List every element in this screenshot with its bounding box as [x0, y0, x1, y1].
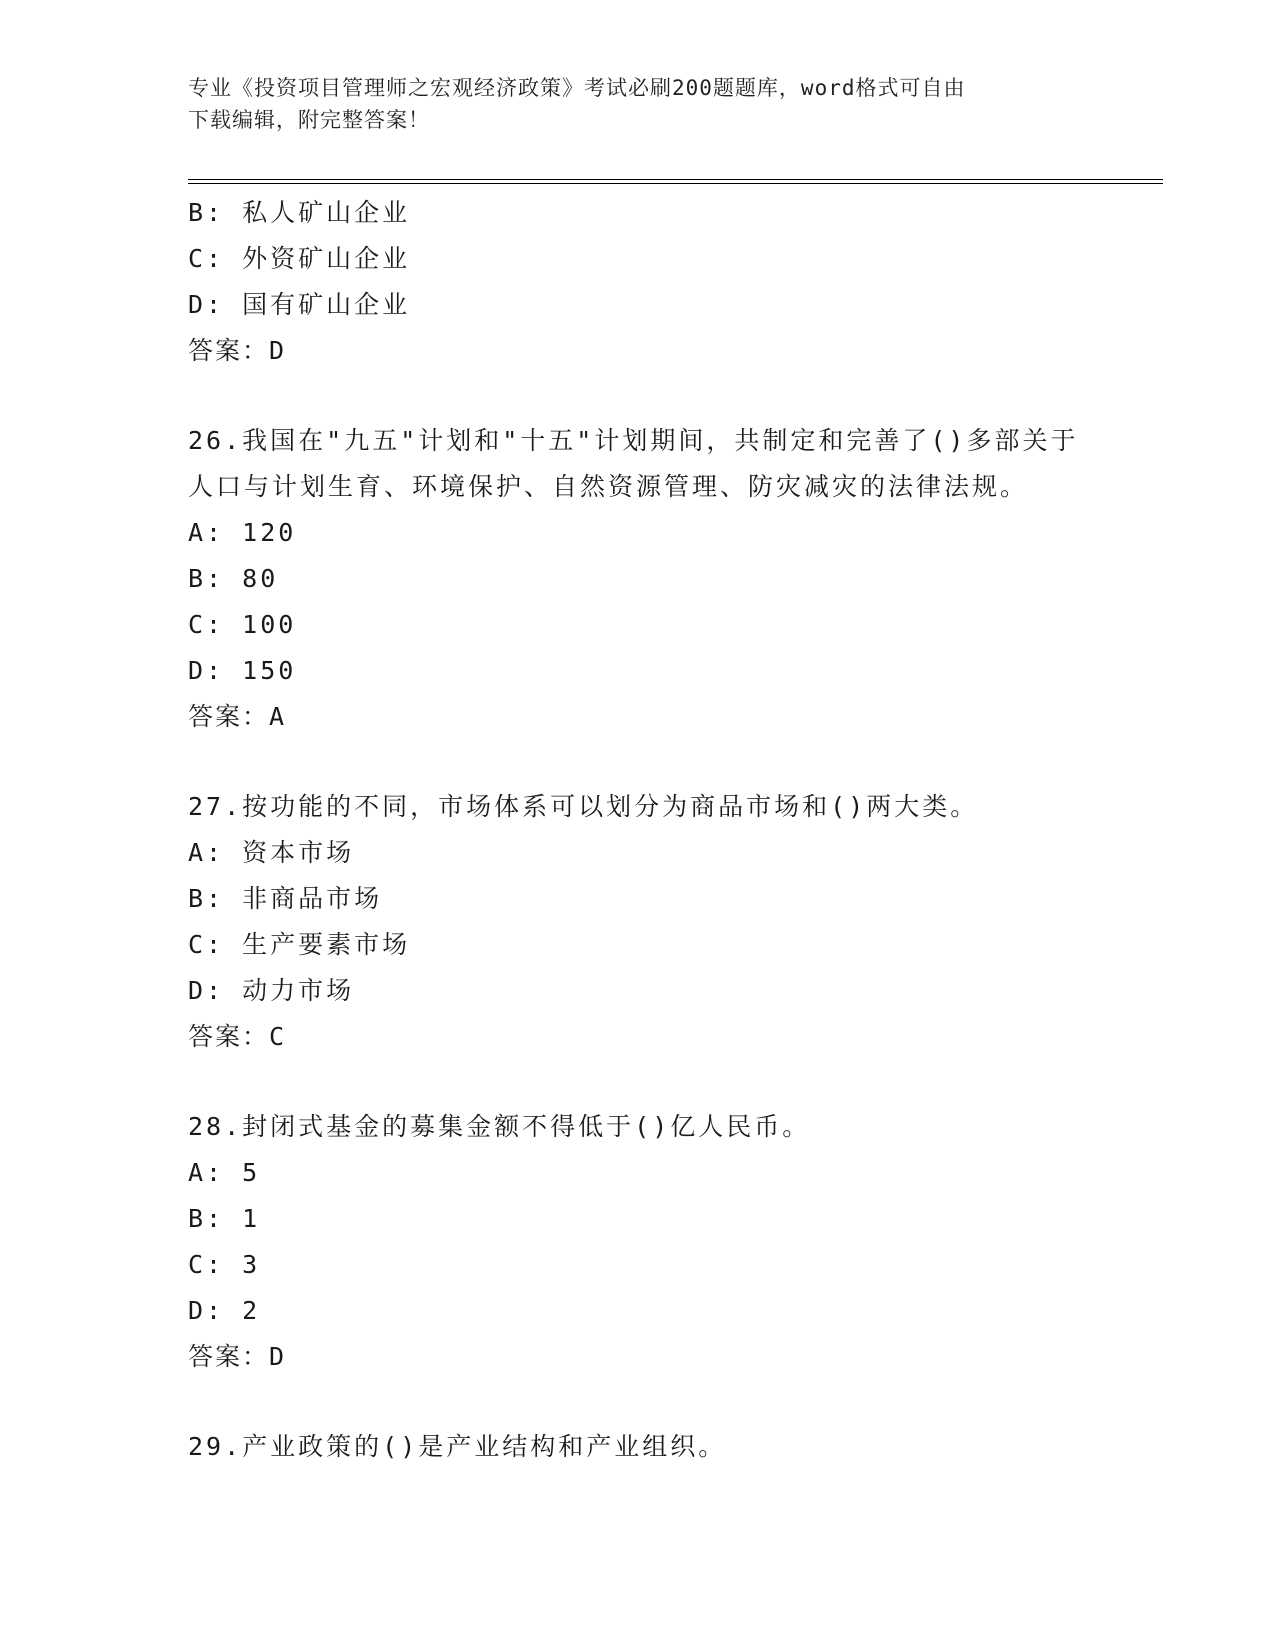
option-a: A: 5	[188, 1158, 261, 1187]
answer-line	[188, 1014, 1088, 1060]
option-d: D: 国有矿山企业	[188, 290, 411, 319]
header-rule-top	[188, 179, 1163, 180]
question-block-prev	[188, 190, 1088, 374]
question-text-line-1: 28.封闭式基金的募集金额不得低于()亿人民币。	[188, 1112, 811, 1141]
answer-line	[188, 694, 1088, 740]
option-d: D: 动力市场	[188, 976, 355, 1005]
answer-label: 答案：	[188, 702, 270, 731]
option-b: B: 非商品市场	[188, 884, 383, 913]
page-header	[188, 72, 1078, 136]
question-block-26	[188, 418, 1088, 740]
option-c: C: 外资矿山企业	[188, 244, 411, 273]
question-block-27	[188, 784, 1088, 1060]
question-block-29	[188, 1424, 1088, 1470]
option-b: B: 1	[188, 1204, 261, 1233]
option-b: B: 80	[188, 564, 279, 593]
question-list	[188, 190, 1088, 1470]
option-d: D: 2	[188, 1296, 261, 1325]
answer-value: C	[269, 1022, 287, 1051]
header-rule-bottom	[188, 183, 1163, 184]
question-text-line-1: 26.我国在"九五"计划和"十五"计划期间，共制定和完善了()多部关于	[188, 426, 1079, 455]
answer-label: 答案：	[188, 1342, 270, 1371]
option-c: C: 生产要素市场	[188, 930, 411, 959]
answer-value: A	[269, 702, 287, 731]
question-text-line-2: 人口与计划生育、环境保护、自然资源管理、防灾减灾的法律法规。	[188, 472, 1029, 501]
answer-label: 答案：	[188, 336, 270, 365]
option-c: C: 3	[188, 1250, 261, 1279]
option-b: B: 私人矿山企业	[188, 198, 411, 227]
answer-value: D	[269, 1342, 287, 1371]
answer-value: D	[269, 336, 287, 365]
question-text-line-1: 29.产业政策的()是产业结构和产业组织。	[188, 1432, 727, 1461]
question-text-line-1: 27.按功能的不同，市场体系可以划分为商品市场和()两大类。	[188, 792, 979, 821]
header-line-1: 专业《投资项目管理师之宏观经济政策》考试必刷200题题库，word格式可自由	[188, 76, 966, 100]
answer-label: 答案：	[188, 1022, 270, 1051]
answer-line	[188, 1334, 1088, 1380]
option-a: A: 120	[188, 518, 297, 547]
option-c: C: 100	[188, 610, 297, 639]
question-block-28	[188, 1104, 1088, 1380]
option-d: D: 150	[188, 656, 297, 685]
answer-line	[188, 328, 1088, 374]
option-a: A: 资本市场	[188, 838, 355, 867]
header-line-2: 下载编辑，附完整答案！	[188, 108, 430, 132]
